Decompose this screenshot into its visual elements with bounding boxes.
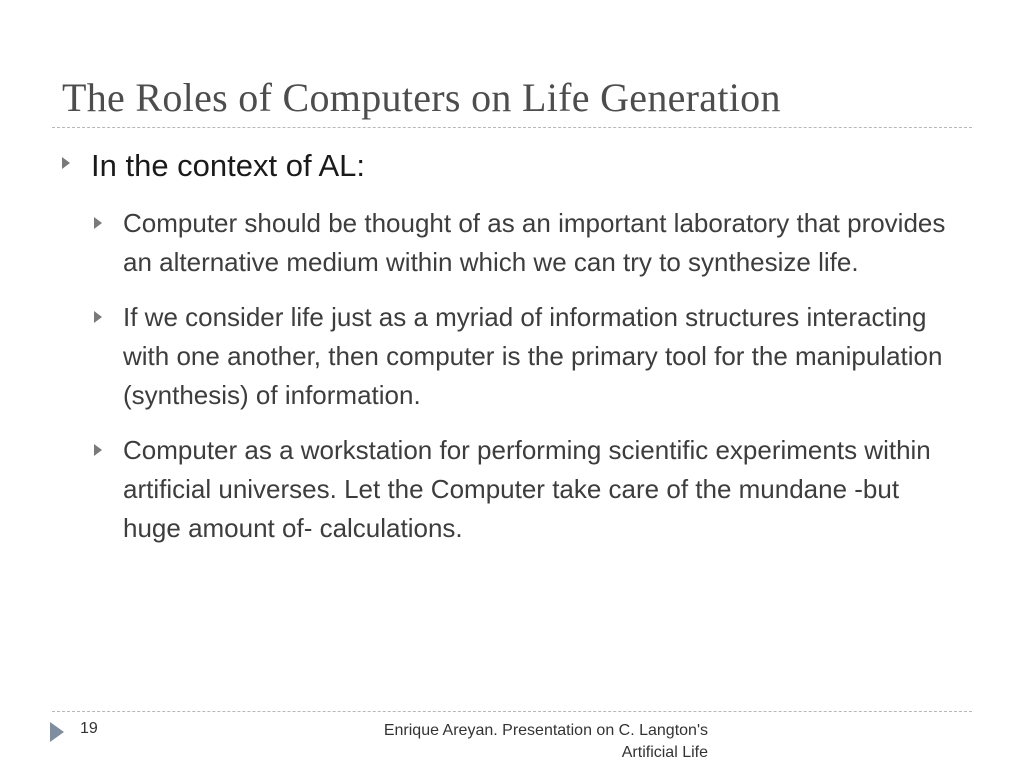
triangle-bullet-icon bbox=[62, 157, 70, 169]
triangle-bullet-icon bbox=[94, 444, 102, 456]
bullet-level2-text: If we consider life just as a myriad of information structures interacting with one another, then computer is the primary tool for the manipulation (synthesis) of information. bbox=[123, 302, 943, 410]
footer-credit-line1: Enrique Areyan. Presentation on C. Langton's bbox=[383, 722, 708, 739]
page-number: 19 bbox=[80, 720, 98, 737]
bullet-level2-text: Computer should be thought of as an important laboratory that provides an alternative medium within which we can try to synthesize life. bbox=[123, 208, 946, 277]
play-arrow-icon bbox=[50, 722, 64, 742]
footer-credit-line2: Artificial Life bbox=[621, 744, 708, 761]
bullet-level1 bbox=[62, 146, 365, 186]
footer-divider bbox=[52, 711, 972, 712]
triangle-bullet-icon bbox=[94, 217, 102, 229]
bullet-level2-list bbox=[94, 204, 964, 564]
bullet-level1-text: In the context of AL: bbox=[91, 148, 366, 183]
slide-title: The Roles of Computers on Life Generation bbox=[62, 75, 781, 120]
bullet-level2-item bbox=[94, 298, 964, 415]
triangle-bullet-icon bbox=[94, 311, 102, 323]
bullet-level2-text: Computer as a workstation for performing scientific experiments within artificial universes. Let the Computer take care of the mundane -but huge amount of- calculations. bbox=[123, 435, 931, 543]
bullet-level2-item bbox=[94, 431, 964, 548]
title-divider bbox=[52, 127, 972, 128]
bullet-level2-item bbox=[94, 204, 964, 282]
footer-credit bbox=[330, 720, 708, 764]
